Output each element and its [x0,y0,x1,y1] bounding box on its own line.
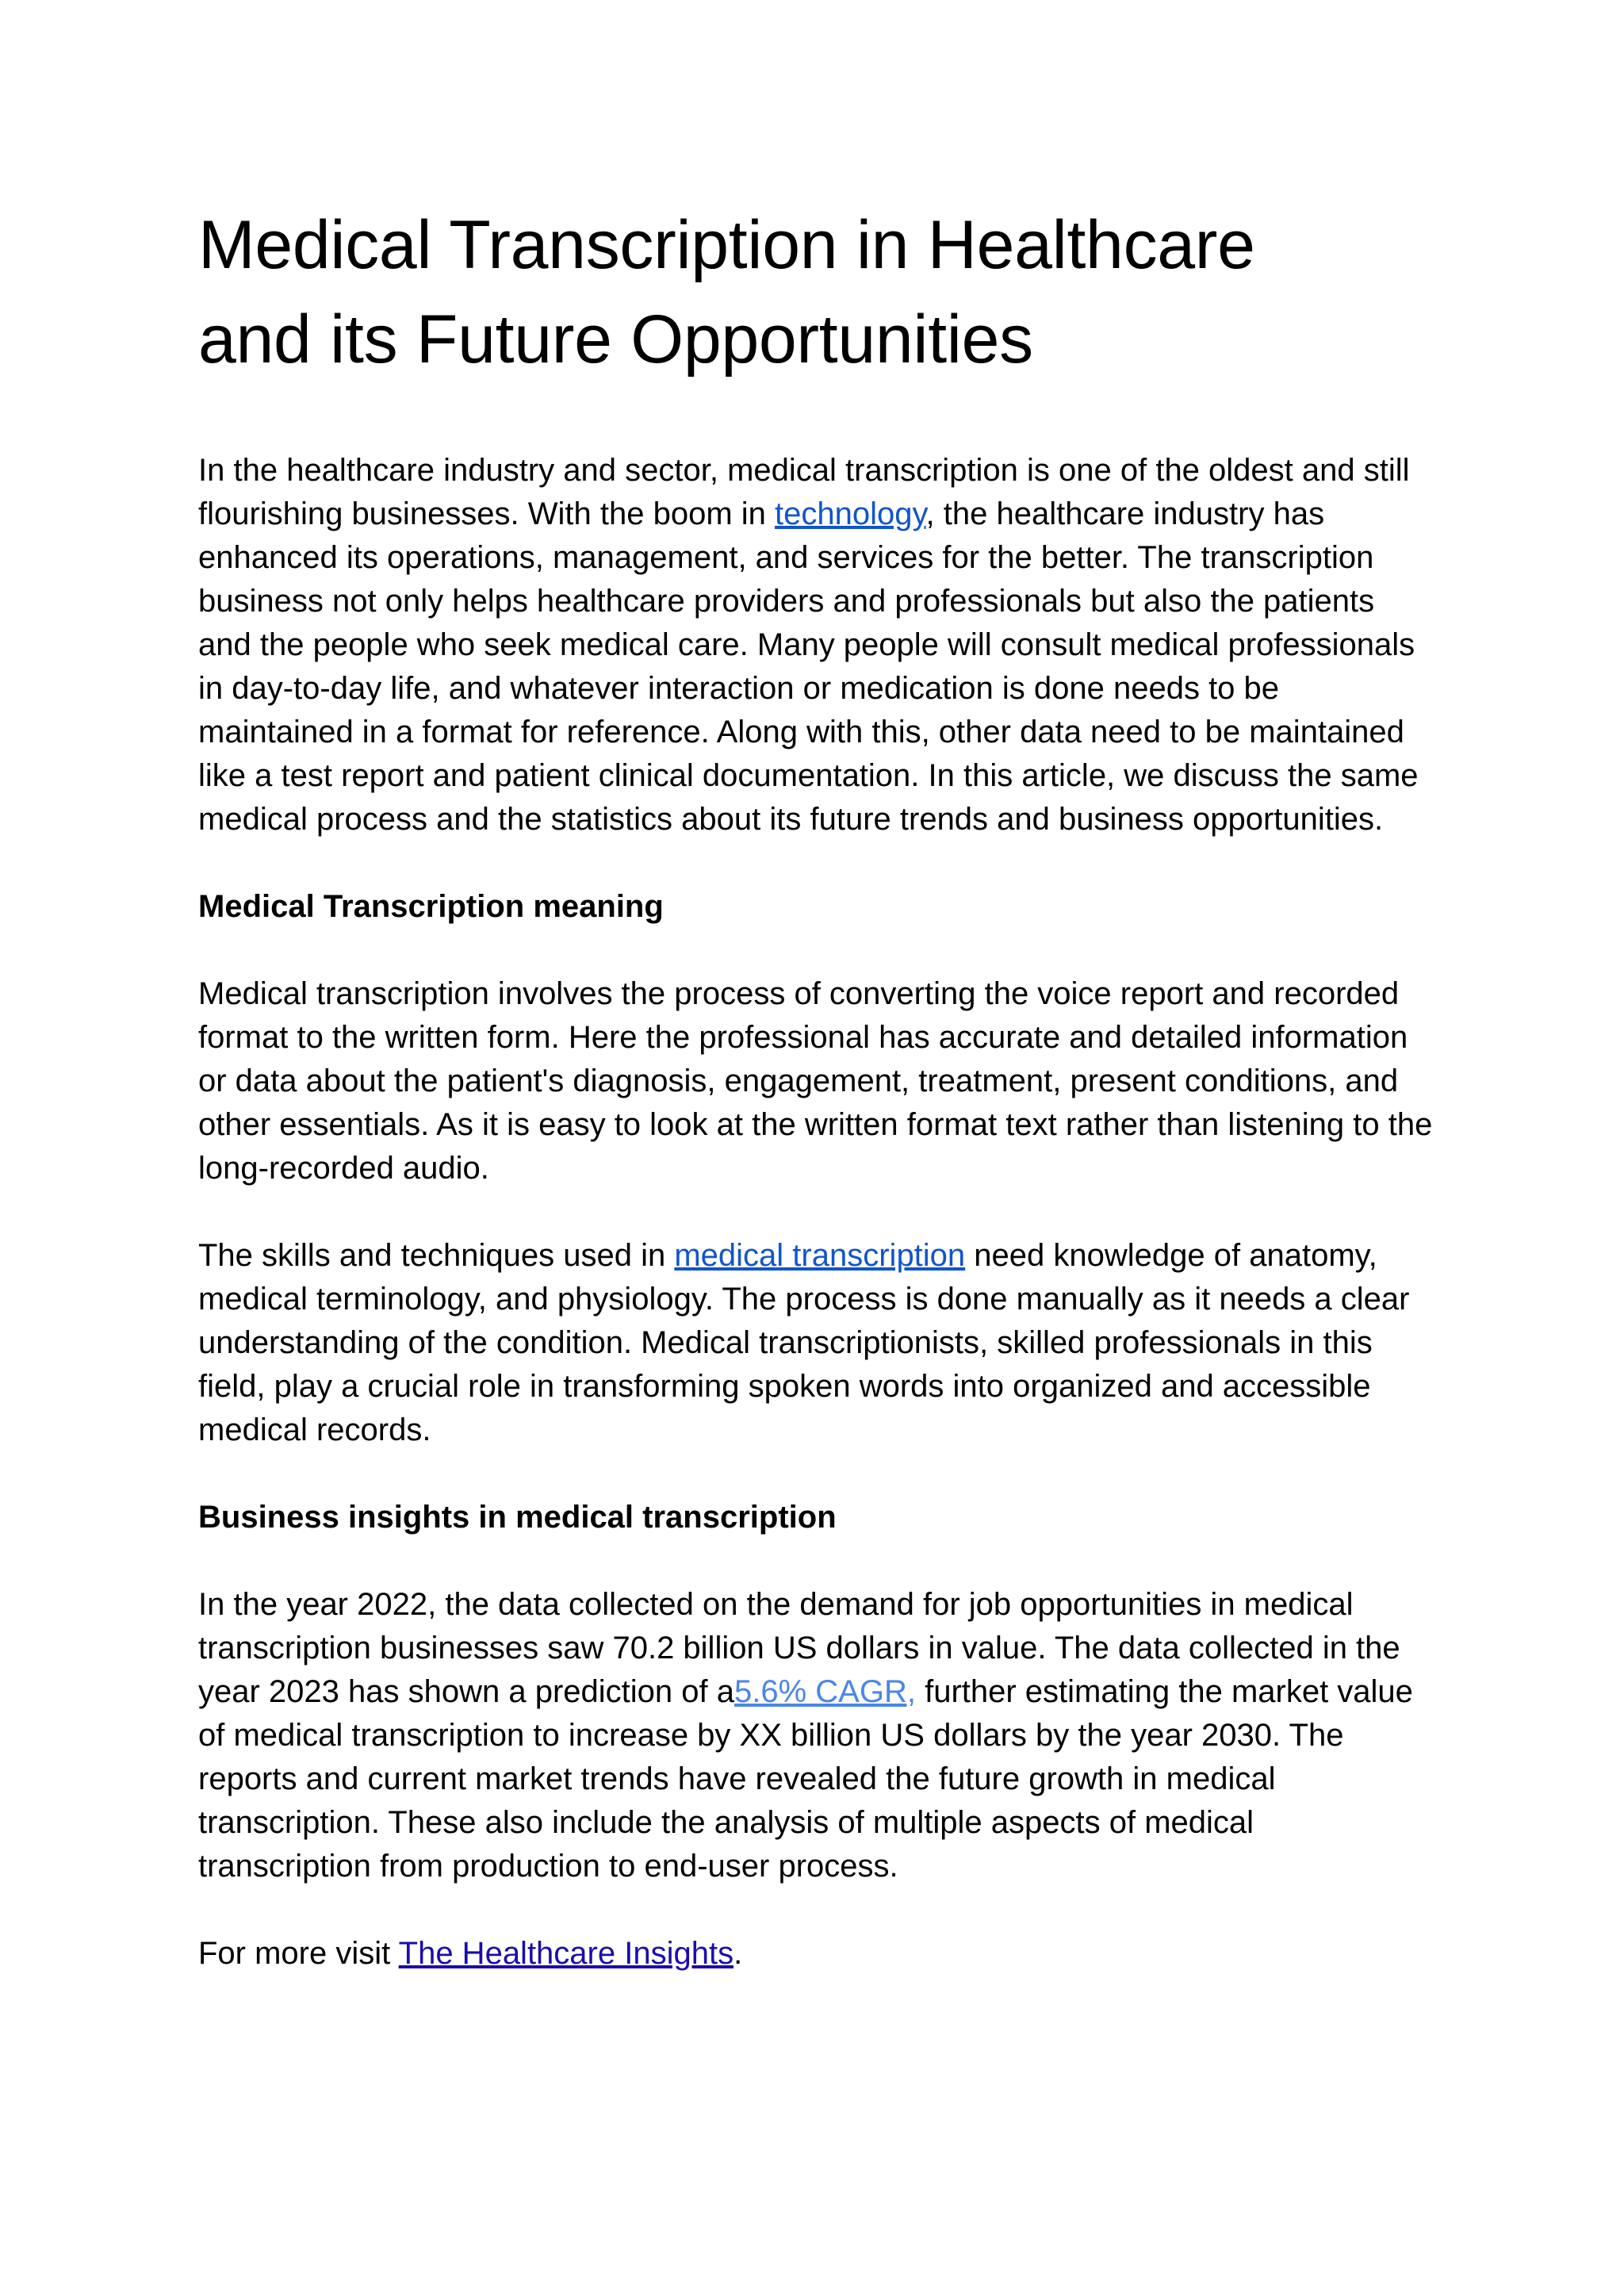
title-line-2: and its Future Opportunities [198,301,1033,378]
skills-text-before: The skills and techniques used in [198,1238,675,1273]
business-paragraph [198,1583,1435,1888]
section-heading-business: Business insights in medical transcription [198,1500,837,1535]
document-title [198,198,1435,387]
more-visit-text-after: . [733,1936,743,1971]
meaning-paragraph: Medical transcription involves the process of converting the voice report and recorded format to the written form. Here the professional has accurate and detailed information or data about the patient's diagnosis, engagement, treatment, present conditions, and other essentials. As it is easy to look at the written format text rather than listening to the long-recorded audio. [198,976,1433,1186]
skills-paragraph [198,1234,1435,1452]
more-visit-paragraph [198,1932,1435,1976]
cagr-link[interactable]: 5.6% CAGR, [734,1674,916,1709]
section-heading-meaning: Medical Transcription meaning [198,889,664,924]
intro-text-after: , the healthcare industry has enhanced its operations, management, and services for the better. The transcription business not only helps healthcare providers and professionals but also the patients and the people who seek medical care. Many people will consult medical professionals in day-to-day life, and whatever interaction or medication is done needs to be maintained in a format for reference. Along with this, other data need to be maintained like a test report and patient clinical documentation. In this article, we discuss the same medical process and the statistics about its future trends and business opportunities. [198,496,1419,837]
business-text-before: In the year 2022, the data collected on the demand for job opportunities in medical transcription businesses saw 70.2 billion US dollars in value. The data collected in the year 2023 has shown a prediction of a [198,1587,1400,1709]
healthcare-insights-link[interactable]: The Healthcare Insights [398,1936,734,1971]
skills-text-after: need knowledge of anatomy, medical terminology, and physiology. The process is done manually as it needs a clear understanding of the condition. Medical transcriptionists, skilled professionals in this field, play a crucial role in transforming spoken words into organized and accessible medical records. [198,1238,1410,1447]
document-page [198,198,1435,2019]
technology-link[interactable]: technology [775,496,926,531]
business-text-after: further estimating the market value of medical transcription to increase by XX billion US dollars by the year 2030. The reports and current market trends have revealed the future growth in medical transcription. These also include the analysis of multiple aspects of medical transcription from production to end-user process. [198,1674,1413,1884]
medical-transcription-link[interactable]: medical transcription [674,1238,966,1273]
title-line-1: Medical Transcription in Healthcare [198,207,1255,283]
intro-text-before: In the healthcare industry and sector, medical transcription is one of the oldest and still flourishing businesses. With the boom in [198,453,1410,531]
intro-paragraph [198,449,1435,841]
more-visit-text-before: For more visit [198,1936,399,1971]
